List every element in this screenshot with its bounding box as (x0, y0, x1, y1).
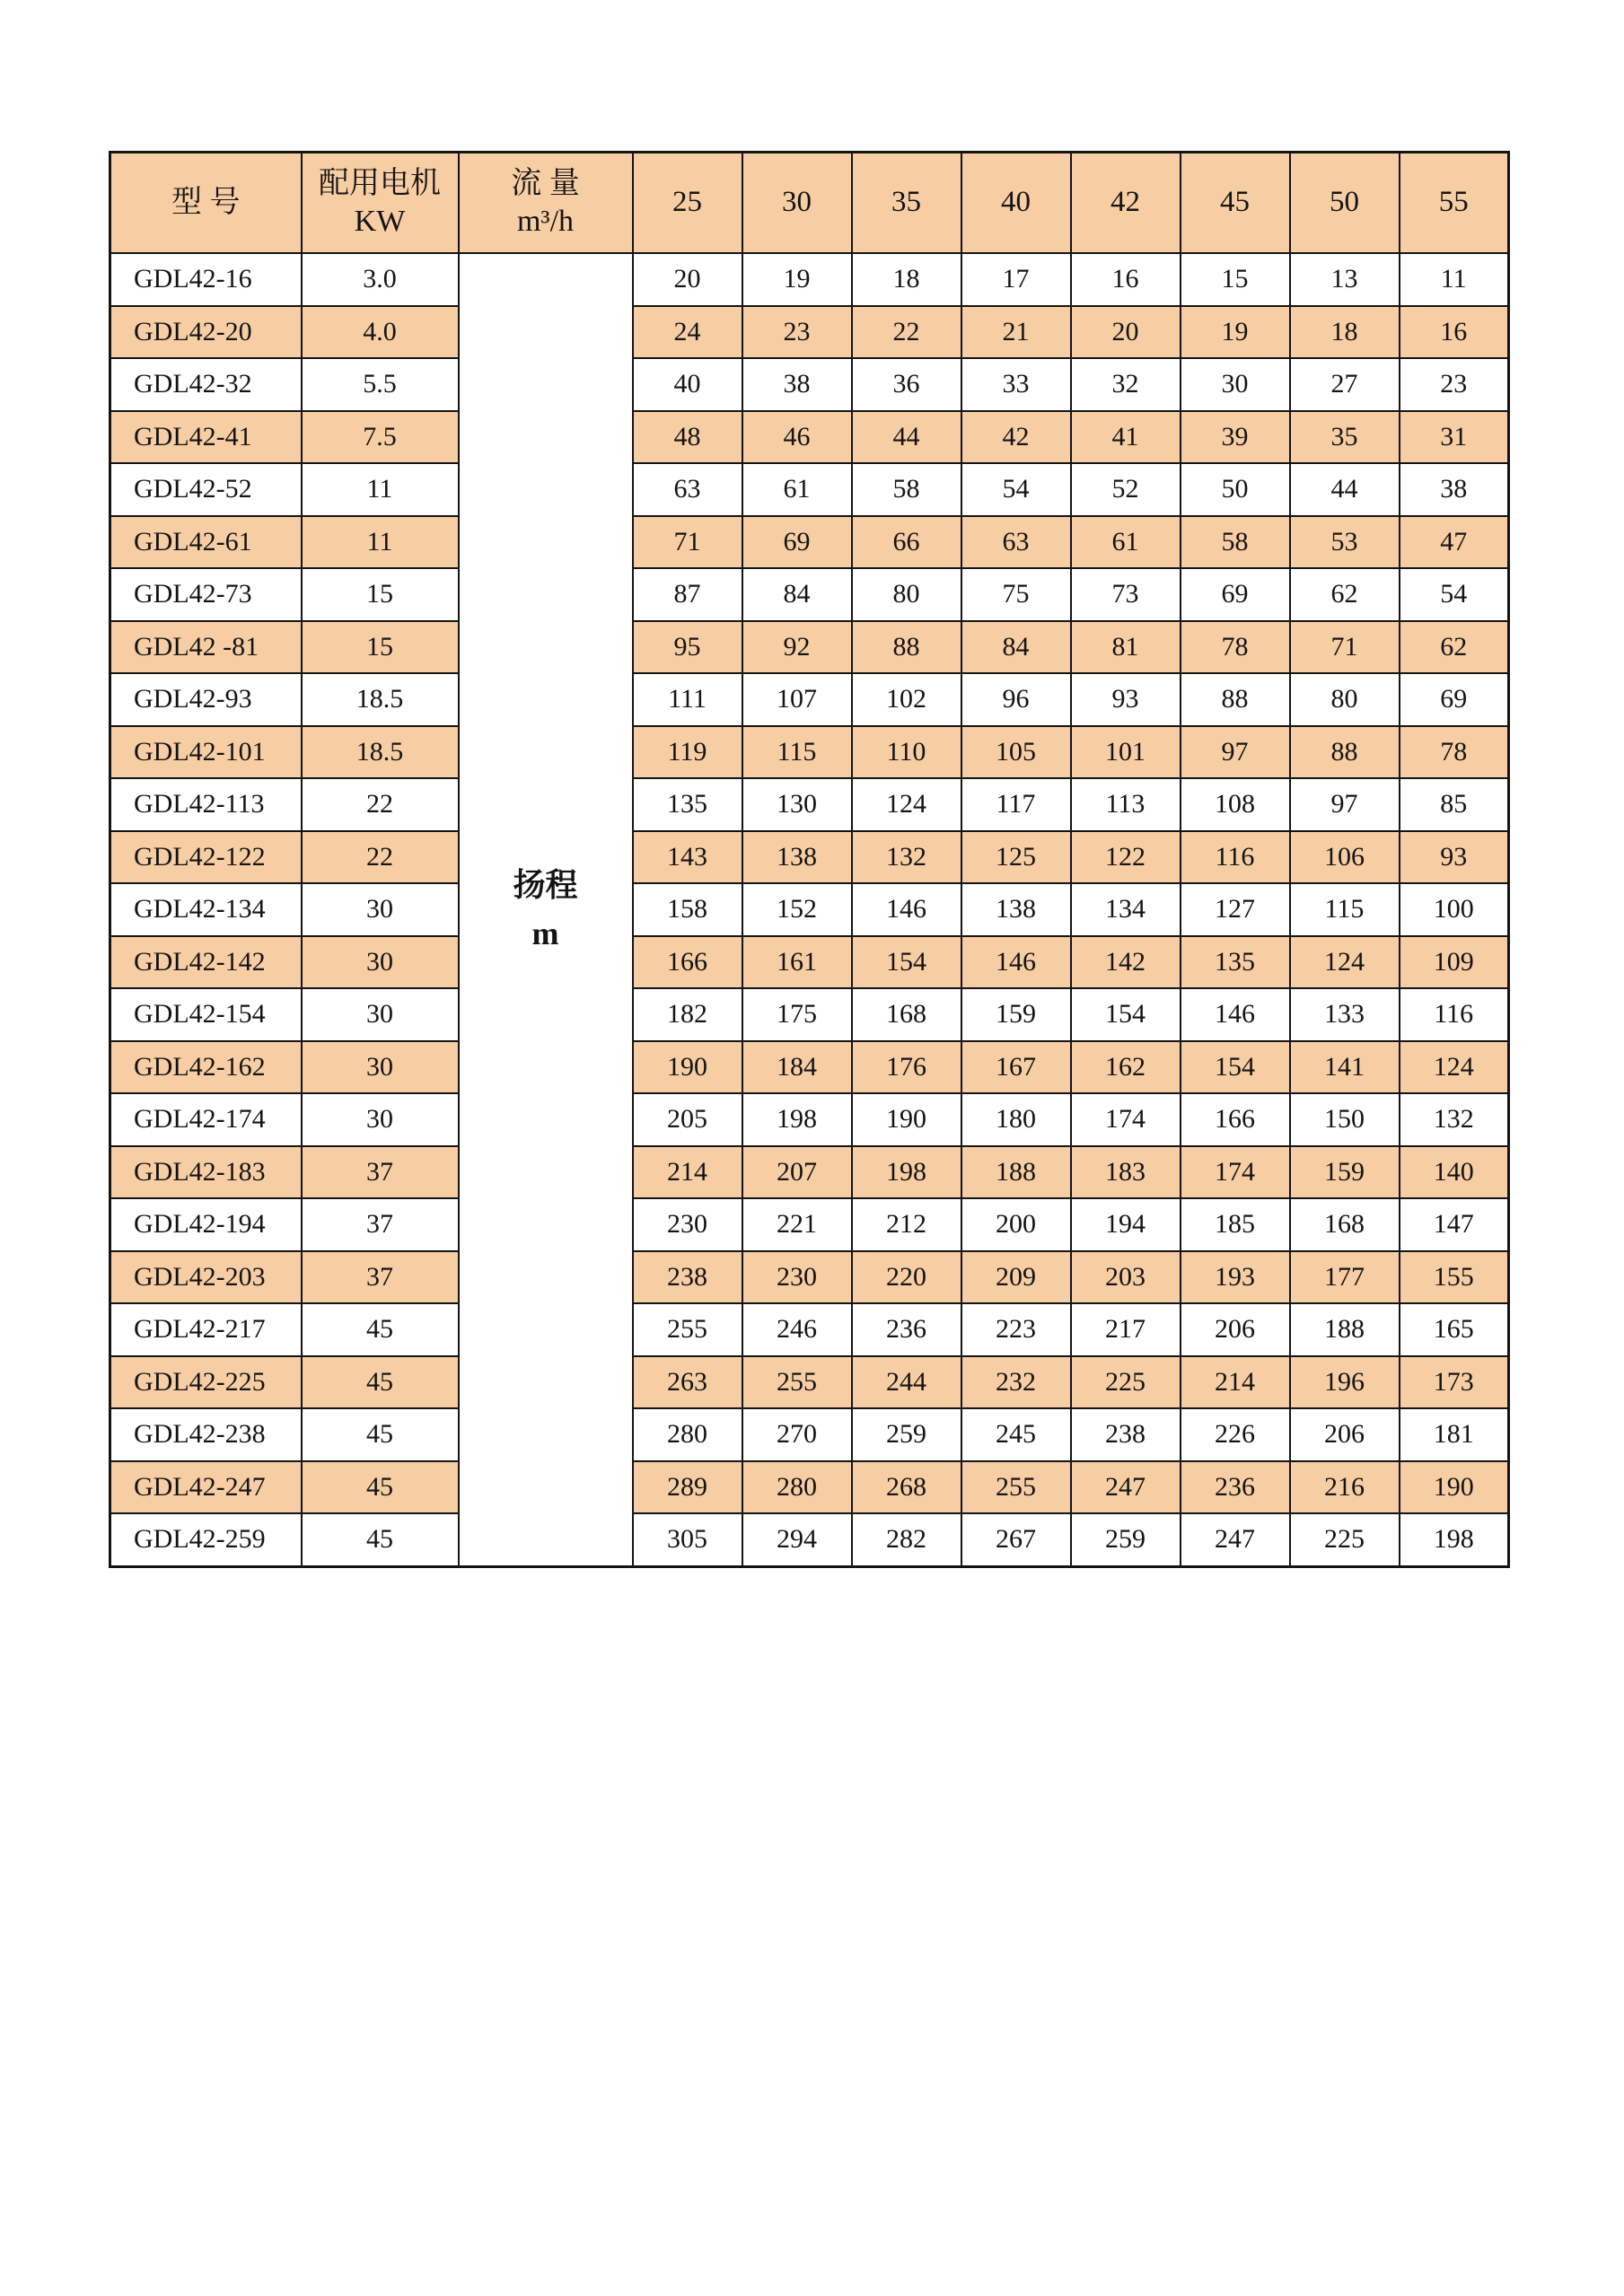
model-cell: GDL42-61 (110, 516, 302, 569)
head-value-cell: 259 (852, 1408, 961, 1461)
head-span-line2: m (531, 916, 559, 952)
head-value-cell: 54 (961, 463, 1071, 516)
head-value-cell: 58 (1181, 516, 1290, 569)
table-row (110, 1251, 1509, 1304)
table-body (110, 253, 1509, 1566)
motor-kw-cell: 4.0 (302, 306, 459, 359)
head-value-cell: 19 (742, 253, 852, 306)
head-value-cell: 268 (852, 1461, 961, 1514)
head-value-cell: 154 (1071, 988, 1181, 1041)
head-value-cell: 52 (1071, 463, 1181, 516)
head-value-cell: 146 (1181, 988, 1290, 1041)
head-value-cell: 107 (742, 673, 852, 726)
head-value-cell: 194 (1071, 1198, 1181, 1251)
table-row (110, 831, 1509, 884)
flow-col-50: 50 (1290, 153, 1400, 254)
head-value-cell: 24 (633, 306, 742, 359)
head-value-cell: 255 (742, 1356, 852, 1409)
head-value-cell: 127 (1181, 883, 1290, 936)
table-row (110, 1093, 1509, 1146)
head-value-cell: 162 (1071, 1041, 1181, 1094)
motor-column-header (302, 153, 459, 254)
table-row (110, 306, 1509, 359)
head-value-cell: 88 (1290, 726, 1400, 779)
model-cell: GDL42-247 (110, 1461, 302, 1514)
head-value-cell: 84 (742, 568, 852, 621)
head-value-cell: 181 (1400, 1408, 1509, 1461)
head-value-cell: 154 (1181, 1041, 1290, 1094)
head-value-cell: 190 (633, 1041, 742, 1094)
head-value-cell: 85 (1400, 778, 1509, 831)
head-value-cell: 110 (852, 726, 961, 779)
head-value-cell: 205 (633, 1093, 742, 1146)
pump-spec-table (109, 151, 1510, 1568)
motor-kw-cell: 30 (302, 883, 459, 936)
head-value-cell: 36 (852, 358, 961, 411)
head-value-cell: 146 (961, 936, 1071, 989)
motor-kw-cell: 22 (302, 778, 459, 831)
head-value-cell: 174 (1071, 1093, 1181, 1146)
model-cell: GDL42-20 (110, 306, 302, 359)
head-value-cell: 214 (633, 1146, 742, 1199)
head-value-cell: 20 (1071, 306, 1181, 359)
head-value-cell: 198 (1400, 1513, 1509, 1566)
table-row (110, 358, 1509, 411)
head-value-cell: 15 (1181, 253, 1290, 306)
head-value-cell: 294 (742, 1513, 852, 1566)
head-value-cell: 31 (1400, 411, 1509, 464)
head-value-cell: 167 (961, 1041, 1071, 1094)
head-value-cell: 88 (852, 621, 961, 674)
head-value-cell: 244 (852, 1356, 961, 1409)
head-value-cell: 80 (852, 568, 961, 621)
head-value-cell: 289 (633, 1461, 742, 1514)
model-cell: GDL42-16 (110, 253, 302, 306)
flow-col-45: 45 (1181, 153, 1290, 254)
table-row (110, 621, 1509, 674)
head-value-cell: 13 (1290, 253, 1400, 306)
head-value-cell: 182 (633, 988, 742, 1041)
head-value-cell: 135 (1181, 936, 1290, 989)
head-value-cell: 221 (742, 1198, 852, 1251)
model-cell: GDL42-174 (110, 1093, 302, 1146)
table-row (110, 883, 1509, 936)
head-span-line1: 扬程 (513, 867, 578, 904)
table-row (110, 1356, 1509, 1409)
head-value-cell: 152 (742, 883, 852, 936)
motor-kw-cell: 5.5 (302, 358, 459, 411)
head-value-cell: 58 (852, 463, 961, 516)
head-value-cell: 16 (1400, 306, 1509, 359)
head-value-cell: 165 (1400, 1303, 1509, 1356)
table-header (110, 153, 1509, 254)
table-row (110, 1303, 1509, 1356)
head-value-cell: 190 (852, 1093, 961, 1146)
head-value-cell: 124 (1400, 1041, 1509, 1094)
table-row (110, 778, 1509, 831)
head-value-cell: 115 (742, 726, 852, 779)
model-cell: GDL42-203 (110, 1251, 302, 1304)
model-cell: GDL42-122 (110, 831, 302, 884)
head-value-cell: 282 (852, 1513, 961, 1566)
table-row (110, 1146, 1509, 1199)
head-value-cell: 217 (1071, 1303, 1181, 1356)
head-value-cell: 44 (852, 411, 961, 464)
motor-kw-cell: 37 (302, 1251, 459, 1304)
head-value-cell: 130 (742, 778, 852, 831)
table-row (110, 936, 1509, 989)
motor-kw-cell: 30 (302, 1093, 459, 1146)
head-value-cell: 16 (1071, 253, 1181, 306)
head-value-cell: 71 (1290, 621, 1400, 674)
motor-header-line1: 配用电机 (319, 166, 441, 200)
head-value-cell: 193 (1181, 1251, 1290, 1304)
head-value-cell: 88 (1181, 673, 1290, 726)
motor-kw-cell: 18.5 (302, 726, 459, 779)
head-value-cell: 47 (1400, 516, 1509, 569)
head-value-cell: 117 (961, 778, 1071, 831)
table-row (110, 516, 1509, 569)
flow-col-30: 30 (742, 153, 852, 254)
flow-col-40: 40 (961, 153, 1071, 254)
motor-kw-cell: 37 (302, 1146, 459, 1199)
head-value-cell: 97 (1181, 726, 1290, 779)
model-cell: GDL42-217 (110, 1303, 302, 1356)
head-value-cell: 101 (1071, 726, 1181, 779)
head-value-cell: 155 (1400, 1251, 1509, 1304)
head-value-cell: 71 (633, 516, 742, 569)
head-value-cell: 225 (1071, 1356, 1181, 1409)
head-value-cell: 62 (1290, 568, 1400, 621)
head-value-cell: 115 (1290, 883, 1400, 936)
motor-kw-cell: 15 (302, 568, 459, 621)
motor-kw-cell: 45 (302, 1461, 459, 1514)
model-cell: GDL42-134 (110, 883, 302, 936)
head-value-cell: 225 (1290, 1513, 1400, 1566)
head-value-cell: 159 (1290, 1146, 1400, 1199)
head-value-cell: 174 (1181, 1146, 1290, 1199)
model-cell: GDL42-225 (110, 1356, 302, 1409)
head-value-cell: 223 (961, 1303, 1071, 1356)
head-value-cell: 177 (1290, 1251, 1400, 1304)
table-row (110, 568, 1509, 621)
head-value-cell: 132 (852, 831, 961, 884)
head-value-cell: 150 (1290, 1093, 1400, 1146)
header-row (110, 153, 1509, 254)
head-value-cell: 132 (1400, 1093, 1509, 1146)
head-value-cell: 154 (852, 936, 961, 989)
head-value-cell: 198 (852, 1146, 961, 1199)
head-value-cell: 21 (961, 306, 1071, 359)
head-value-cell: 214 (1181, 1356, 1290, 1409)
head-value-cell: 134 (1071, 883, 1181, 936)
head-value-cell: 146 (852, 883, 961, 936)
head-value-cell: 61 (742, 463, 852, 516)
head-value-cell: 238 (633, 1251, 742, 1304)
head-value-cell: 175 (742, 988, 852, 1041)
head-value-cell: 75 (961, 568, 1071, 621)
head-value-cell: 196 (1290, 1356, 1400, 1409)
head-value-cell: 166 (1181, 1093, 1290, 1146)
head-value-cell: 138 (742, 831, 852, 884)
motor-kw-cell: 11 (302, 463, 459, 516)
head-value-cell: 143 (633, 831, 742, 884)
motor-kw-cell: 30 (302, 936, 459, 989)
head-value-cell: 183 (1071, 1146, 1181, 1199)
head-value-cell: 116 (1181, 831, 1290, 884)
head-value-cell: 63 (961, 516, 1071, 569)
motor-kw-cell: 45 (302, 1408, 459, 1461)
model-cell: GDL42-238 (110, 1408, 302, 1461)
head-value-cell: 18 (1290, 306, 1400, 359)
model-cell: GDL42-183 (110, 1146, 302, 1199)
head-value-cell: 46 (742, 411, 852, 464)
head-value-cell: 209 (961, 1251, 1071, 1304)
table-row (110, 1513, 1509, 1566)
head-value-cell: 87 (633, 568, 742, 621)
model-cell: GDL42-52 (110, 463, 302, 516)
motor-header-line2: KW (354, 205, 406, 238)
head-value-cell: 61 (1071, 516, 1181, 569)
head-value-cell: 69 (1181, 568, 1290, 621)
table-row (110, 1041, 1509, 1094)
head-value-cell: 166 (633, 936, 742, 989)
head-value-cell: 226 (1181, 1408, 1290, 1461)
head-value-cell: 20 (633, 253, 742, 306)
flow-header-line2: m³/h (516, 205, 575, 238)
head-value-cell: 96 (961, 673, 1071, 726)
head-value-cell: 161 (742, 936, 852, 989)
head-value-cell: 30 (1181, 358, 1290, 411)
flow-col-25: 25 (633, 153, 742, 254)
flow-col-42: 42 (1071, 153, 1181, 254)
head-value-cell: 84 (961, 621, 1071, 674)
head-value-cell: 19 (1181, 306, 1290, 359)
head-value-cell: 113 (1071, 778, 1181, 831)
head-value-cell: 133 (1290, 988, 1400, 1041)
head-value-cell: 141 (1290, 1041, 1400, 1094)
flow-col-35: 35 (852, 153, 961, 254)
head-value-cell: 93 (1071, 673, 1181, 726)
head-value-cell: 119 (633, 726, 742, 779)
head-value-cell: 106 (1290, 831, 1400, 884)
head-value-cell: 188 (961, 1146, 1071, 1199)
head-value-cell: 69 (1400, 673, 1509, 726)
head-value-cell: 41 (1071, 411, 1181, 464)
motor-kw-cell: 3.0 (302, 253, 459, 306)
head-value-cell: 35 (1290, 411, 1400, 464)
head-value-cell: 305 (633, 1513, 742, 1566)
head-value-cell: 125 (961, 831, 1071, 884)
head-value-cell: 100 (1400, 883, 1509, 936)
model-cell: GDL42-93 (110, 673, 302, 726)
head-value-cell: 238 (1071, 1408, 1181, 1461)
head-value-cell: 180 (961, 1093, 1071, 1146)
model-cell: GDL42-154 (110, 988, 302, 1041)
model-cell: GDL42-194 (110, 1198, 302, 1251)
head-value-cell: 44 (1290, 463, 1400, 516)
head-value-cell: 247 (1071, 1461, 1181, 1514)
head-value-cell: 93 (1400, 831, 1509, 884)
head-value-cell: 42 (961, 411, 1071, 464)
head-span-cell (459, 253, 633, 1566)
head-value-cell: 184 (742, 1041, 852, 1094)
head-value-cell: 97 (1290, 778, 1400, 831)
motor-kw-cell: 18.5 (302, 673, 459, 726)
model-cell: GDL42-101 (110, 726, 302, 779)
head-value-cell: 22 (852, 306, 961, 359)
head-value-cell: 138 (961, 883, 1071, 936)
head-value-cell: 69 (742, 516, 852, 569)
head-value-cell: 216 (1290, 1461, 1400, 1514)
head-value-cell: 48 (633, 411, 742, 464)
head-value-cell: 158 (633, 883, 742, 936)
model-cell: GDL42-113 (110, 778, 302, 831)
head-value-cell: 95 (633, 621, 742, 674)
head-value-cell: 206 (1181, 1303, 1290, 1356)
head-value-cell: 18 (852, 253, 961, 306)
head-value-cell: 230 (633, 1198, 742, 1251)
head-value-cell: 92 (742, 621, 852, 674)
head-value-cell: 39 (1181, 411, 1290, 464)
table-row (110, 1198, 1509, 1251)
table-row (110, 1408, 1509, 1461)
head-value-cell: 147 (1400, 1198, 1509, 1251)
model-cell: GDL42-259 (110, 1513, 302, 1566)
head-value-cell: 168 (1290, 1198, 1400, 1251)
table-row (110, 411, 1509, 464)
head-value-cell: 62 (1400, 621, 1509, 674)
table-row (110, 253, 1509, 306)
head-value-cell: 212 (852, 1198, 961, 1251)
head-value-cell: 38 (742, 358, 852, 411)
head-value-cell: 111 (633, 673, 742, 726)
head-value-cell: 105 (961, 726, 1071, 779)
head-value-cell: 108 (1181, 778, 1290, 831)
head-value-cell: 78 (1181, 621, 1290, 674)
head-value-cell: 280 (633, 1408, 742, 1461)
head-value-cell: 190 (1400, 1461, 1509, 1514)
head-value-cell: 267 (961, 1513, 1071, 1566)
head-value-cell: 185 (1181, 1198, 1290, 1251)
head-value-cell: 27 (1290, 358, 1400, 411)
head-value-cell: 53 (1290, 516, 1400, 569)
head-value-cell: 80 (1290, 673, 1400, 726)
head-value-cell: 245 (961, 1408, 1071, 1461)
head-value-cell: 200 (961, 1198, 1071, 1251)
head-value-cell: 255 (633, 1303, 742, 1356)
head-value-cell: 122 (1071, 831, 1181, 884)
head-value-cell: 33 (961, 358, 1071, 411)
table-row (110, 463, 1509, 516)
head-value-cell: 38 (1400, 463, 1509, 516)
flow-col-55: 55 (1400, 153, 1509, 254)
motor-kw-cell: 45 (302, 1513, 459, 1566)
head-value-cell: 246 (742, 1303, 852, 1356)
motor-kw-cell: 11 (302, 516, 459, 569)
motor-kw-cell: 37 (302, 1198, 459, 1251)
model-cell: GDL42-162 (110, 1041, 302, 1094)
head-value-cell: 124 (1290, 936, 1400, 989)
head-value-cell: 176 (852, 1041, 961, 1094)
head-value-cell: 11 (1400, 253, 1509, 306)
head-value-cell: 124 (852, 778, 961, 831)
head-value-cell: 23 (742, 306, 852, 359)
head-value-cell: 247 (1181, 1513, 1290, 1566)
motor-kw-cell: 22 (302, 831, 459, 884)
head-value-cell: 259 (1071, 1513, 1181, 1566)
table-row (110, 988, 1509, 1041)
head-value-cell: 236 (1181, 1461, 1290, 1514)
head-value-cell: 142 (1071, 936, 1181, 989)
head-value-cell: 73 (1071, 568, 1181, 621)
head-value-cell: 81 (1071, 621, 1181, 674)
head-value-cell: 66 (852, 516, 961, 569)
flow-column-header (459, 153, 633, 254)
head-value-cell: 32 (1071, 358, 1181, 411)
model-cell: GDL42-41 (110, 411, 302, 464)
motor-kw-cell: 45 (302, 1356, 459, 1409)
head-value-cell: 207 (742, 1146, 852, 1199)
model-cell: GDL42 -81 (110, 621, 302, 674)
motor-kw-cell: 30 (302, 988, 459, 1041)
head-value-cell: 188 (1290, 1303, 1400, 1356)
head-value-cell: 116 (1400, 988, 1509, 1041)
motor-kw-cell: 45 (302, 1303, 459, 1356)
head-value-cell: 23 (1400, 358, 1509, 411)
model-column-header: 型 号 (110, 153, 302, 254)
head-value-cell: 173 (1400, 1356, 1509, 1409)
table-row (110, 673, 1509, 726)
head-value-cell: 270 (742, 1408, 852, 1461)
head-value-cell: 50 (1181, 463, 1290, 516)
head-value-cell: 280 (742, 1461, 852, 1514)
model-cell: GDL42-32 (110, 358, 302, 411)
model-cell: GDL42-73 (110, 568, 302, 621)
flow-header-line1: 流 量 (511, 166, 580, 200)
head-value-cell: 159 (961, 988, 1071, 1041)
head-value-cell: 168 (852, 988, 961, 1041)
head-value-cell: 54 (1400, 568, 1509, 621)
motor-kw-cell: 7.5 (302, 411, 459, 464)
head-value-cell: 230 (742, 1251, 852, 1304)
head-value-cell: 102 (852, 673, 961, 726)
table-row (110, 1461, 1509, 1514)
head-value-cell: 203 (1071, 1251, 1181, 1304)
motor-kw-cell: 30 (302, 1041, 459, 1094)
head-value-cell: 206 (1290, 1408, 1400, 1461)
table-row (110, 726, 1509, 779)
head-value-cell: 236 (852, 1303, 961, 1356)
head-value-cell: 40 (633, 358, 742, 411)
head-value-cell: 135 (633, 778, 742, 831)
head-value-cell: 232 (961, 1356, 1071, 1409)
head-value-cell: 198 (742, 1093, 852, 1146)
head-value-cell: 17 (961, 253, 1071, 306)
head-value-cell: 63 (633, 463, 742, 516)
head-value-cell: 109 (1400, 936, 1509, 989)
model-cell: GDL42-142 (110, 936, 302, 989)
head-value-cell: 78 (1400, 726, 1509, 779)
head-value-cell: 263 (633, 1356, 742, 1409)
head-value-cell: 140 (1400, 1146, 1509, 1199)
head-value-cell: 220 (852, 1251, 961, 1304)
head-value-cell: 255 (961, 1461, 1071, 1514)
motor-kw-cell: 15 (302, 621, 459, 674)
